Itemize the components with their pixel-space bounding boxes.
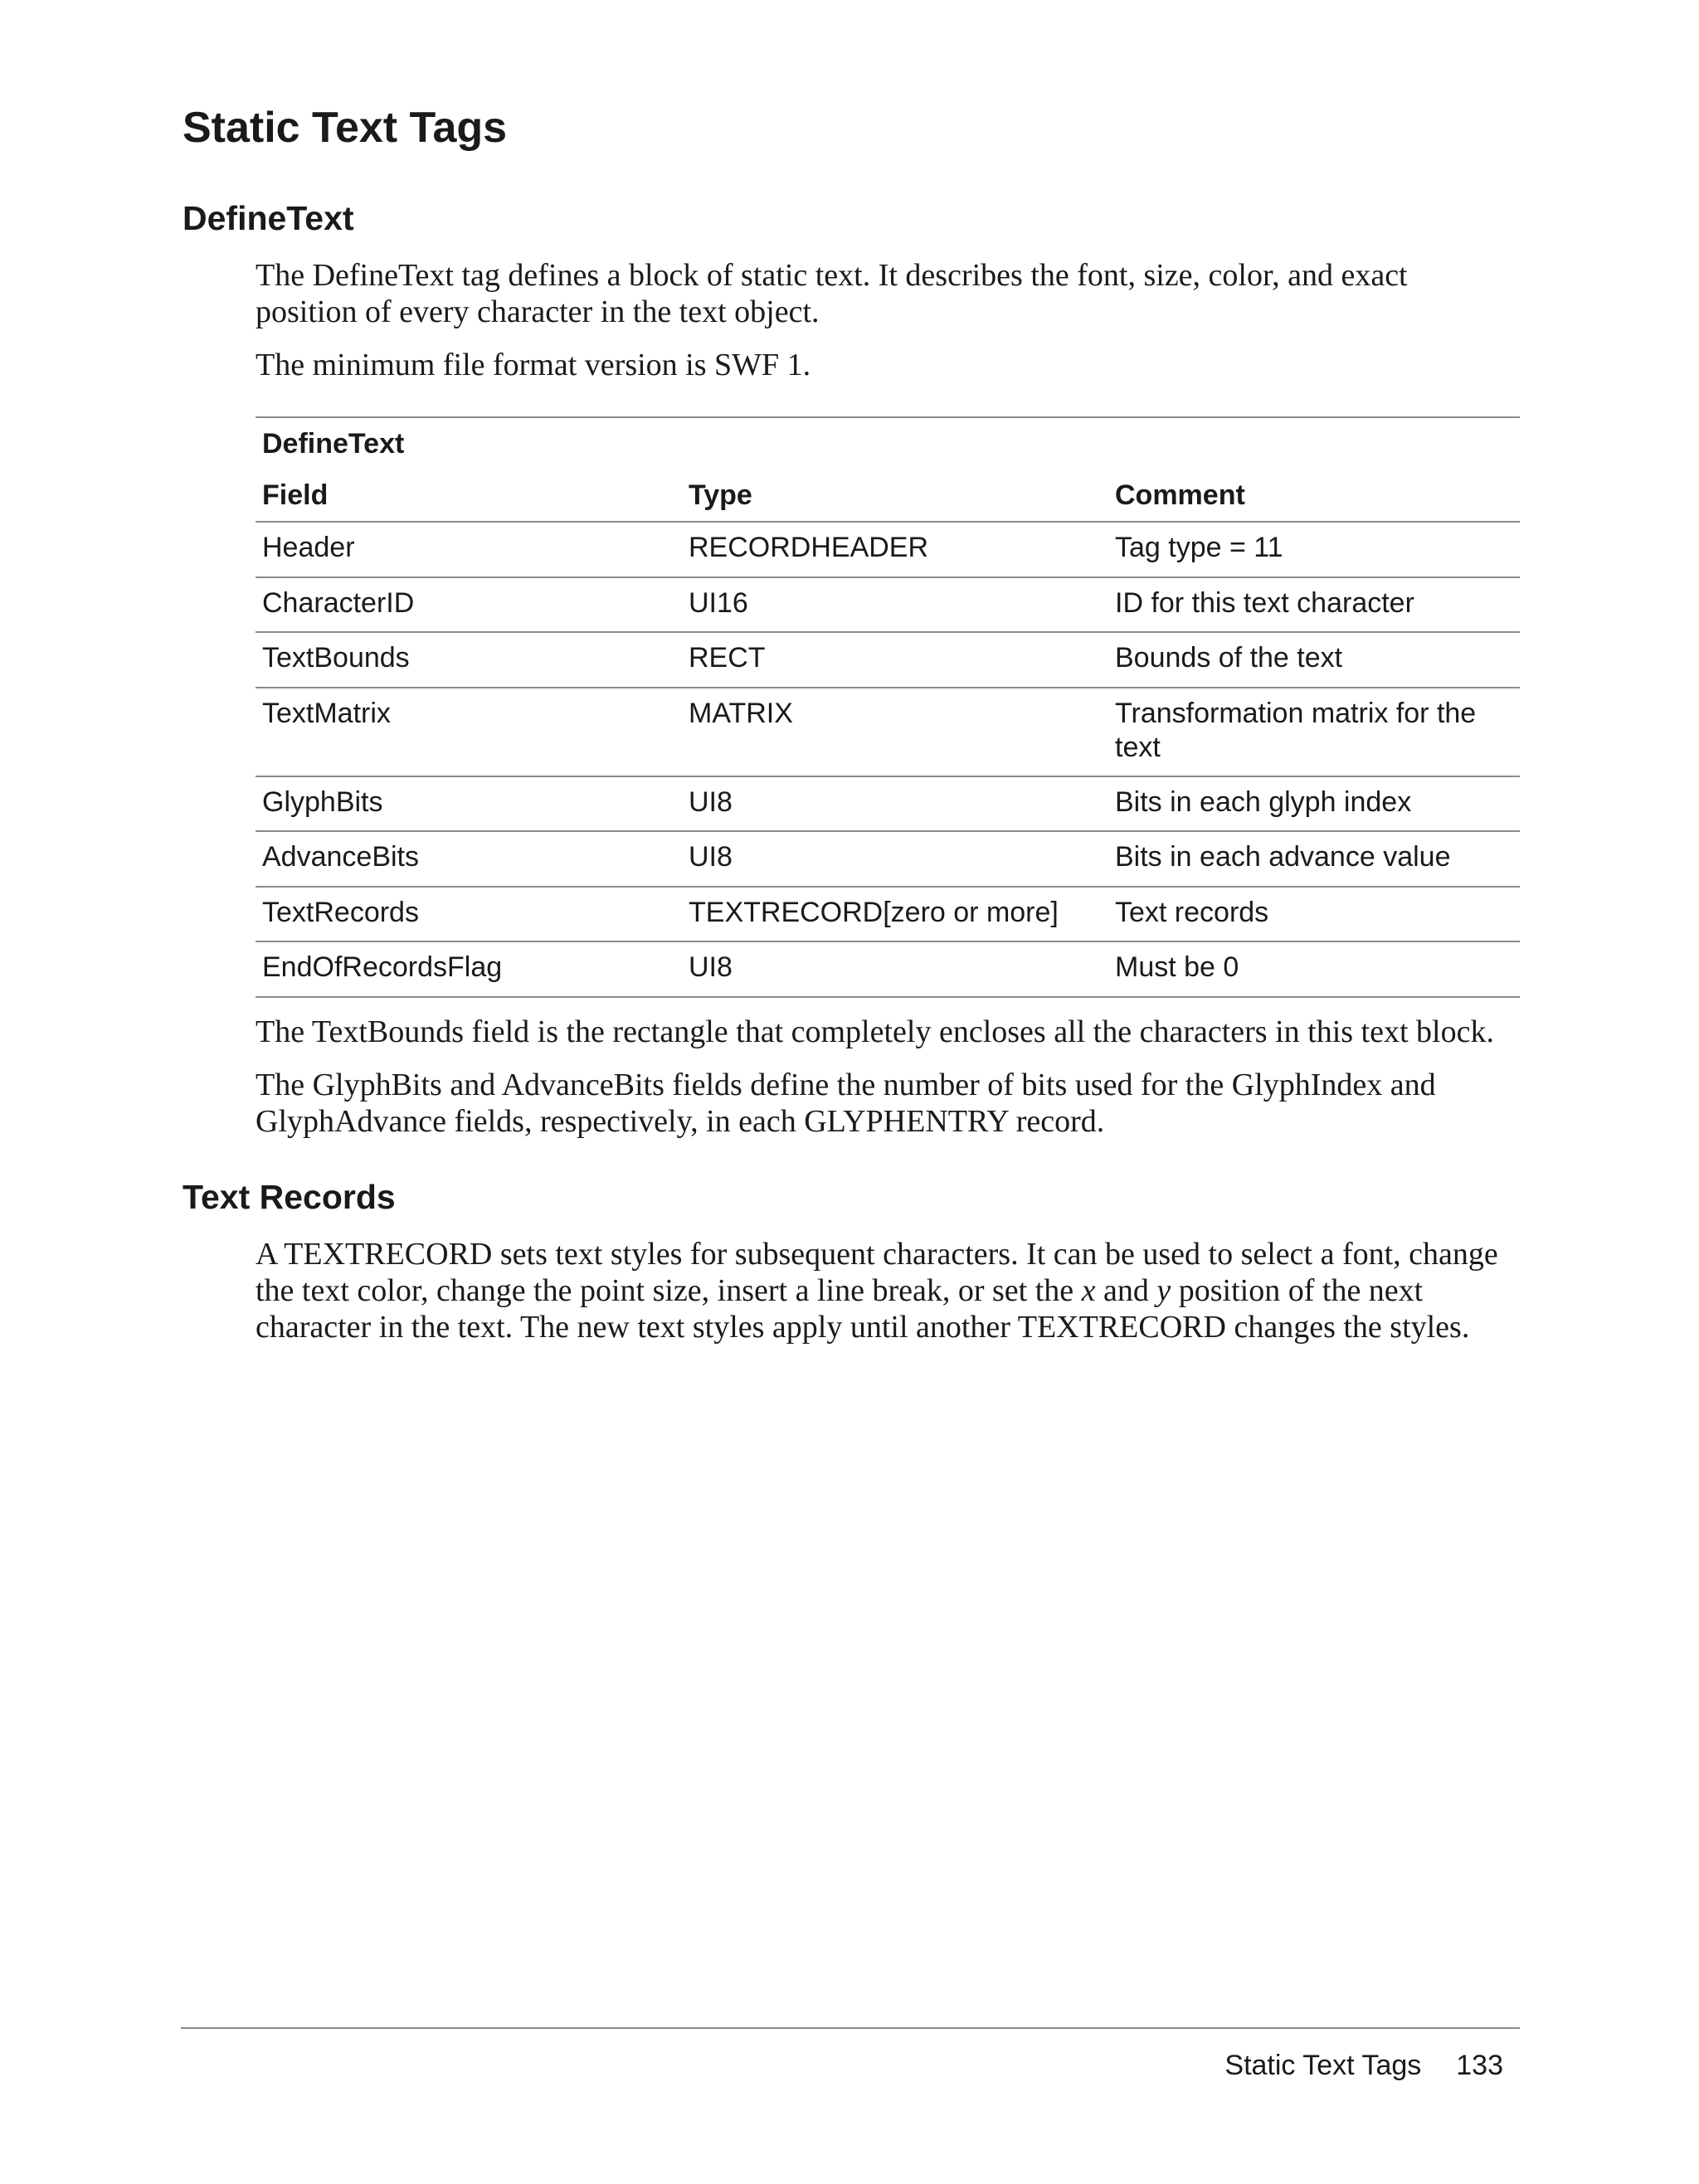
table-cell: RECT — [689, 642, 766, 674]
table-cell: ID for this text character — [1115, 586, 1414, 619]
table-cell: Transformation matrix for the text — [1115, 697, 1477, 763]
table-row — [256, 521, 1520, 576]
table-cell: Header — [262, 532, 355, 563]
table-cell: UI8 — [689, 786, 733, 818]
paragraph: The GlyphBits and AdvanceBits fields define the number of bits used for the GlyphIndex and GlyphAdvance fields, respectively, in each GLYPHENTRY record. — [256, 1068, 1436, 1139]
table-caption: DefineText — [262, 428, 405, 460]
table-cell: MATRIX — [689, 697, 793, 729]
table-cell: Bits in each advance value — [1115, 841, 1451, 873]
table-row — [256, 830, 1520, 886]
table-cell: Must be 0 — [1115, 951, 1239, 983]
definetext-table — [256, 416, 1520, 998]
table-cell: UI16 — [689, 586, 748, 619]
table-row — [256, 776, 1520, 831]
footer-section-title: Static Text Tags — [1224, 2050, 1422, 2081]
page-title: Static Text Tags — [183, 104, 508, 152]
table-header-row — [256, 469, 1520, 521]
table-row — [256, 687, 1520, 776]
table-cell: EndOfRecordsFlag — [262, 951, 503, 983]
table-cell: GlyphBits — [262, 786, 383, 818]
section-heading-text-records: Text Records — [183, 1178, 396, 1216]
table-row — [256, 941, 1520, 998]
table-cell: RECORDHEADER — [689, 532, 929, 563]
paragraph: The minimum file format version is SWF 1. — [256, 348, 811, 382]
table-cell: TextRecords — [262, 896, 419, 928]
table-cell: UI8 — [689, 951, 733, 983]
column-header: Comment — [1115, 479, 1245, 511]
table-cell: TextBounds — [262, 642, 410, 674]
column-header: Field — [262, 479, 329, 511]
page-footer — [1224, 2049, 1503, 2082]
column-header: Type — [689, 479, 752, 511]
table-cell: CharacterID — [262, 586, 415, 619]
table-cell: AdvanceBits — [262, 841, 419, 873]
table-row — [256, 631, 1520, 687]
table-cell: Text records — [1115, 896, 1269, 928]
table-cell: TEXTRECORD[zero or more] — [689, 896, 1059, 928]
section-heading-definetext: DefineText — [183, 199, 354, 237]
definetext-notes — [256, 1014, 1550, 1140]
table-cell: Bounds of the text — [1115, 642, 1343, 674]
table-cell: UI8 — [689, 841, 733, 873]
table-cell: Tag type = 11 — [1115, 532, 1283, 563]
paragraph: The TextBounds field is the rectangle that completely encloses all the characters in this text block. — [256, 1014, 1494, 1049]
paragraph: A TEXTRECORD sets text styles for subsequent characters. It can be used to select a font, change the text color, change the point size, insert a line break, or set the x and y position of the next character in the text. The new text styles apply until another TEXTRECORD changes the styles. — [256, 1237, 1498, 1345]
text-records-intro — [256, 1236, 1525, 1345]
table-cell: TextMatrix — [262, 697, 391, 729]
table-cell: Bits in each glyph index — [1115, 786, 1412, 818]
footer-divider — [181, 2027, 1520, 2029]
definetext-intro — [256, 257, 1533, 383]
table-row — [256, 886, 1520, 941]
paragraph: The DefineText tag defines a block of static text. It describes the font, size, color, and exact position of every character in the text object. — [256, 258, 1408, 329]
page-number: 133 — [1456, 2050, 1503, 2081]
table-row — [256, 576, 1520, 632]
